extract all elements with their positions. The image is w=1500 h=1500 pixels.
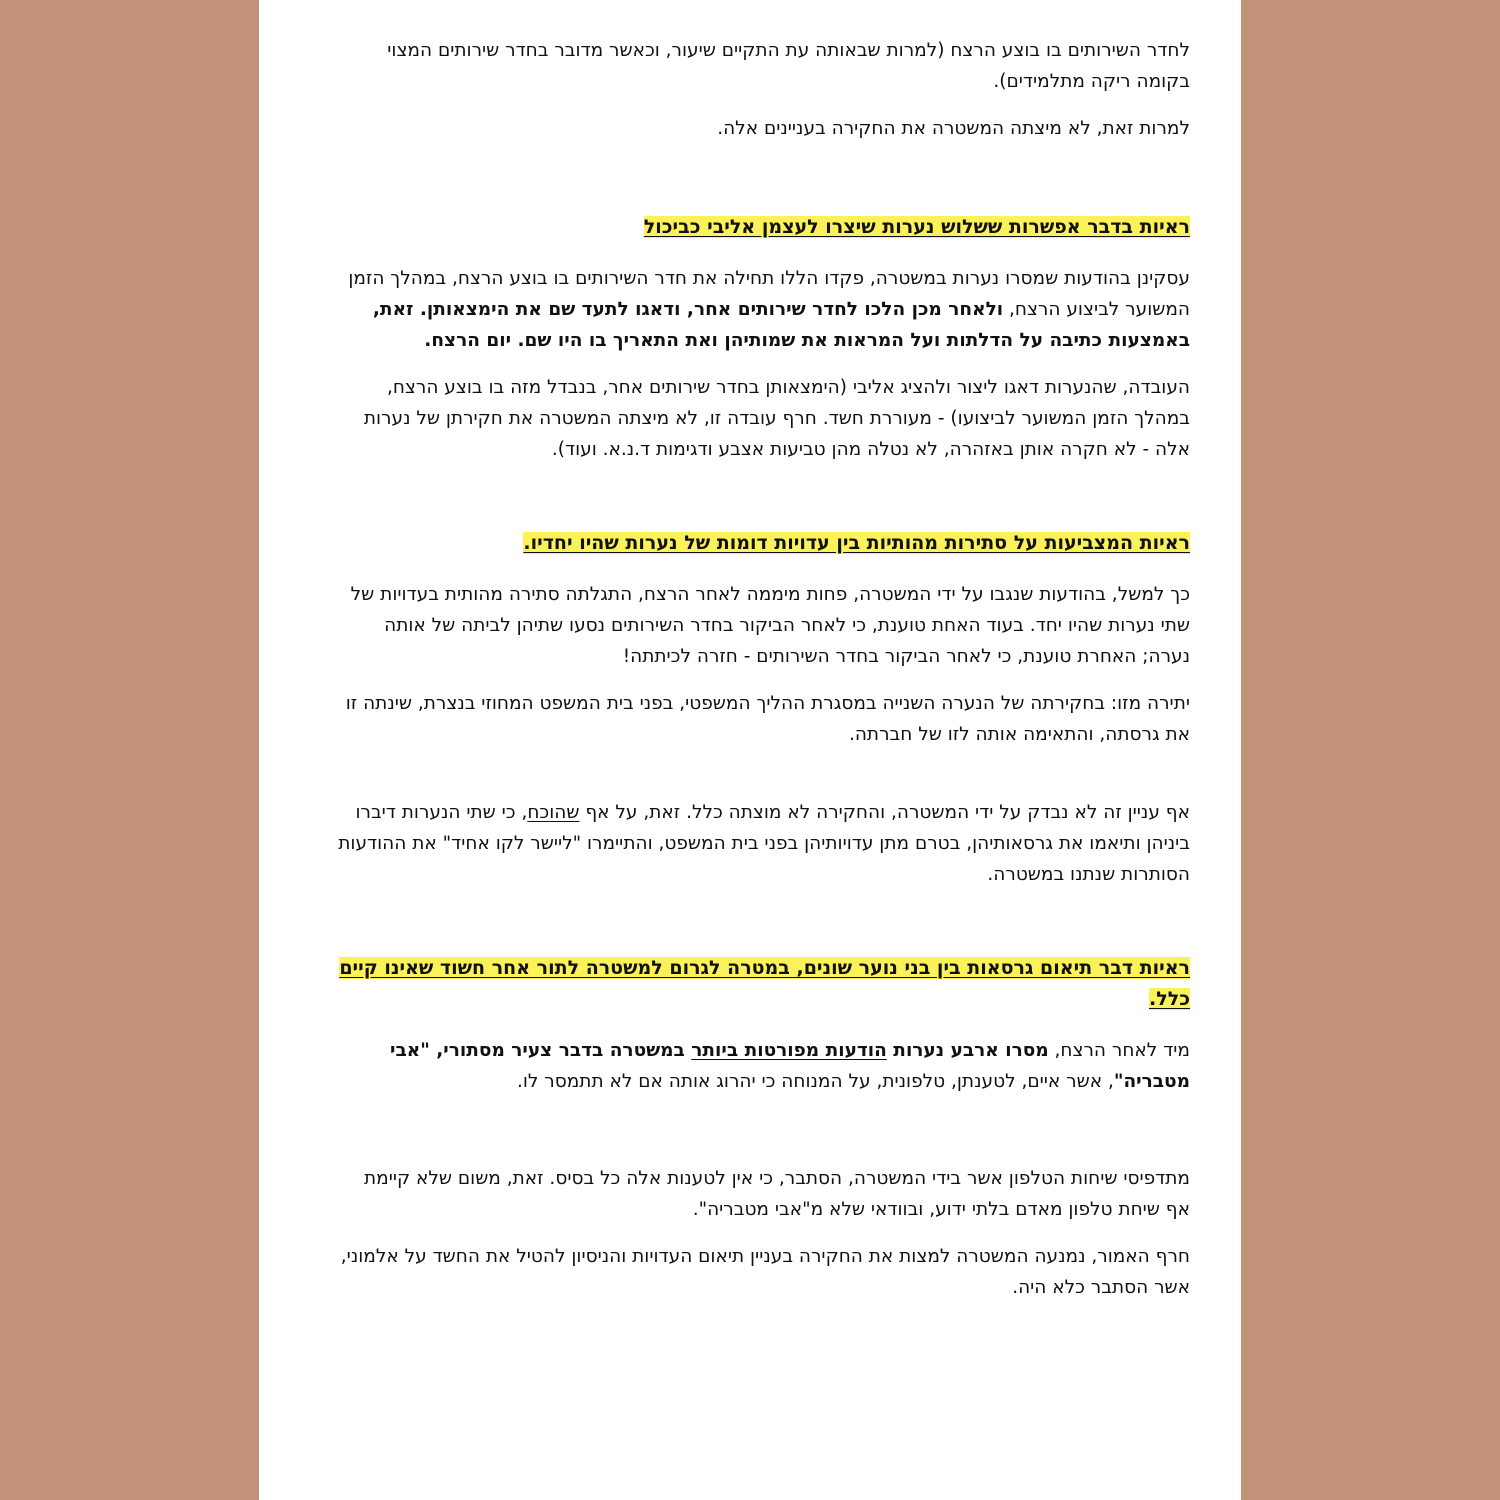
- paragraph-court-testimony: יתירה מזו: בחקירתה של הנערה השנייה במסגרת ההליך המשפטי, בפני בית המשפט המחוזי בנצרת, שינתה זו את גרסתה, והתאימה אותה לזו של חברתה.: [345, 693, 1190, 745]
- section-heading-contradictions: [335, 528, 1190, 559]
- paragraph-final: חרף האמור, נמנעה המשטרה למצות את החקירה בעניין תיאום העדויות והניסיון להטיל את החשד על אלמוני, אשר הסתבר כלא היה.: [340, 1246, 1190, 1298]
- document-body: [335, 35, 1190, 1303]
- paragraph-intro: לחדר השירותים בו בוצע הרצח (למרות שבאותה עת התקיים שיעור, וכאשר מדובר בחדר שירותים המצוי בקומה ריקה מתלמידים).: [387, 40, 1190, 92]
- heading-highlight: ראיות המצביעות על סתירות מהותיות בין עדויות דומות של נערות שהיו יחדיו.: [523, 532, 1190, 554]
- section-heading-coordinated-versions: [335, 953, 1190, 1015]
- paragraph-alibi-statements: עסקינן בהודעות שמסרו נערות במשטרה, פקדו הללו תחילה את חדר השירותים בו בוצע הרצח, במהלך הזמן המשוער לביצוע הרצח, ולאחר מכן הלכו לחדר שירותים אחר, ודאגו לתעד שם את הימצאותן. זאת, באמצעות כתיבה על הדלתות ועל המראות את שמותיהן ואת התאריך בו היו שם. יום הרצח.: [348, 268, 1190, 351]
- paragraph-phone-records: מתדפיסי שיחות הטלפון אשר בידי המשטרה, הסתבר, כי אין לטענות אלה כל בסיס. זאת, משום שלא קיימת אף שיחת טלפון מאדם בלתי ידוע, ובוודאי שלא מ"אבי מטבריה".: [364, 1168, 1190, 1220]
- section-heading-alibi: [335, 212, 1190, 243]
- document-page: [259, 0, 1241, 1500]
- paragraph-alibi-suspicion: העובדה, שהנערות דאגו ליצור ולהציג אליבי (הימצאותן בחדר שירותים אחר, בנבדל מזה בו בוצע הרצח, במהלך הזמן המשוער לביצועו) - מעוררת חשד. חרף עובדה זו, לא מיצתה המשטרה את חקירתן של נערות אלה - לא חקרה אותן באזהרה, לא נטלה מהן טביעות אצבע ודגימות ד.נ.א. ועוד).: [363, 377, 1190, 460]
- heading-highlight: ראיות דבר תיאום גרסאות בין בני נוער שונים, במטרה לגרום למשטרה לתור אחר חשוד שאינו קיים כלל.: [339, 957, 1190, 1010]
- paragraph-contradiction-example: כך למשל, בהודעות שנגבו על ידי המשטרה, פחות מיממה לאחר הרצח, התגלתה סתירה מהותית בעדויות של שתי נערות שהיו יחד. בעוד האחת טוענת, כי לאחר הביקור בחדר השירותים נסעו שתיהן לביתה של אותה נערה; האחרת טוענת, כי לאחר הביקור בחדר השירותים - חזרה לכיתתה!: [350, 584, 1190, 667]
- paragraph-four-girls: מיד לאחר הרצח, מסרו ארבע נערות הודעות מפורטות ביותר במשטרה בדבר צעיר מסתורי, "אבי מטבריה", אשר איים, לטענתן, טלפונית, על המנוחה כי יהרוג אותה אם לא תתמסר לו.: [390, 1040, 1190, 1092]
- paragraph-conclusion: למרות זאת, לא מיצתה המשטרה את החקירה בעניינים אלה.: [717, 118, 1190, 139]
- heading-highlight: ראיות בדבר אפשרות ששלוש נערות שיצרו לעצמן אליבי כביכול: [643, 216, 1190, 238]
- paragraph-coordination: אף עניין זה לא נבדק על ידי המשטרה, והחקירה לא מוצתה כלל. זאת, על אף שהוכח, כי שתי הנערות דיברו ביניהן ותיאמו את גרסאותיהן, בטרם מתן עדויותיהן בפני בית המשפט, והתיימרו "ליישר לקו אחיד" את ההודעות הסותרות שנתנו במשטרה.: [338, 802, 1190, 885]
